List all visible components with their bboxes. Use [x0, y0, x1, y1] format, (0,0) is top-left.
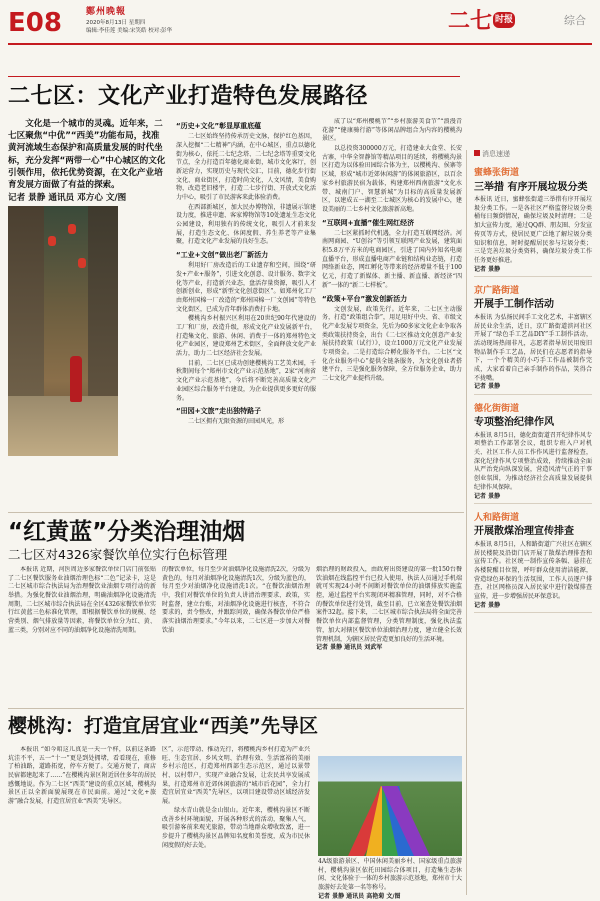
masthead-rule	[8, 43, 592, 45]
paragraph: 成了以“郑州樱桃节”“乡村旅游美食节”“浪漫青花游”“健康骑行游”等体闲品牌组合为内容的樱桃沟景区。	[322, 118, 462, 143]
headline-rule	[8, 76, 460, 77]
square-icon	[474, 150, 480, 156]
subheading: “政策+平台”激发创新活力	[322, 294, 408, 303]
brief-title: 开展手工制作活动	[474, 299, 554, 311]
paragraph: 目前，二七区已成功创建樱桃沟工艺美术园，千秋期间每个“郑州市文化产业示范基地”，2家“河南省文化产业示范基地”，今后将不断完善高质量文化产业园区综合服务平台建设，为企业提供更多更好的服务。	[176, 359, 316, 402]
brief-body: 本报讯 近日，蜜蜂张街道三举措有序开展垃圾分类工作。一是各社区严格监督垃圾分类桶每日频倒情况，确保垃圾及时清理；二是加大宣传力度，通过QQ群、朋友圈、分发宣传页等方式，使居民更广泛地了解垃圾分类知识和信息，时时提醒居民参与垃圾分类；三是完善垃圾分类资料，确保垃圾分类工作任务更好推进。	[474, 196, 592, 264]
brief-byline: 记者 景静	[474, 383, 501, 391]
subheading: “历史+文化”彰显厚重底蕴	[176, 122, 262, 130]
lead-headline: 二七区：文化产业打造特色发展路径	[8, 84, 369, 109]
issue-date: 2020年8月13日 星期四	[86, 20, 146, 26]
paragraph: 文创发展，政策先行。近年来，二七区主动服务，打造“政策组合拳”，用足用好中央、省、市级文化产业发展专项资金，先后为60多家文化企业争取各类政策扶持资金，出台《二七区推动文化创意产业发展扶持政策（试行）》，设立1000万元文化产业发展专项资金。二是打造综合孵化服务平台。二七区“文化企业服务中心”提供全链条服务，为文化创业者搭建平台，三是强化服务保障，全方位服务企业，助力二七文化产业提档升级。	[322, 305, 462, 383]
staff-credits: 编辑:李佳莲 美编:宋笑皓 校对:彭华	[86, 28, 173, 34]
story2-text-3: 烟治理的财政投入，由政府出资建设的第一批150台餐饮油烟在线监控平台已投入使用，执法人员通过手机端就可实现24小时不间断对餐饮单位的油烟排放实施监控，通过监控平台实现闭环精准管理，同时，对不合格的餐饮单位进行处罚，截至目前，已立案查处餐饮油烟案件32起。接下来，二七区城市综合执法局将全面完善餐饮单位内部监督管理，分类管理制度，强化执法监管，加大对辖区餐饮单位油烟治理力度，建立健全长效管理机制，为辖区居民营造更加良好的生活环境。	[316, 566, 462, 643]
subheading: “工业+文创”做出老厂新活力	[176, 251, 269, 260]
paragraph: 樱桃沟乡村振兴区利用在20世纪90年代建设的工厂和厂房，改造升级，形成文化产业发展新平台，打造集文化、旅游、休闲、消费于一体的郑州特色文化产业园区，建设郑州艺术街区，全面释放文化产业活力，助力二七区经济社会发展。	[176, 315, 316, 358]
lead-intro	[8, 118, 168, 204]
masthead	[8, 4, 592, 42]
lead-column-2	[176, 118, 316, 514]
subheading: “互联网+直播”催生网红经济	[322, 218, 415, 227]
lantern-icon	[78, 258, 86, 268]
story2-byline: 记者 景静 通讯员 刘武军	[316, 644, 383, 652]
story3-column-1	[8, 746, 156, 896]
story2-headline: “红黄蓝”分类治理油烟	[8, 519, 246, 545]
paragraph: 在西部新城区，加大民办博物馆，非遗展示馆建设力度，推进申遗、客家博物馆等10处遗址生态文化公园建设，利用独有的传统文化，吸引人才前来发展，打造生态文化、休闲度假、养生养老等产业集聚，打造文化产业发展的良好生态。	[176, 203, 316, 246]
news-brief-item	[474, 403, 592, 504]
paper-logo: 鄭州晚報	[86, 7, 127, 17]
paragraph: 二七区拥有无限资源的田园风光，形	[188, 418, 285, 426]
subheading: “田园+文旅”走出独特路子	[176, 407, 262, 416]
lead-byline: 记者 景静 通讯员 邓方心 文/图	[8, 193, 127, 204]
page-number: E08	[8, 8, 62, 38]
brand-badge: 时报	[493, 12, 515, 28]
brief-kicker: 德化街街道	[474, 404, 520, 415]
road-photo	[318, 756, 462, 856]
caption-text: 4A级旅游景区、中国休闲美丽乡村、国家级重点旅游村，樱桃沟景区依托田园综合体项目，打造集生态休闲、文化体验于一体的乡村旅游示范基地，郑州市十大旅游好去处第一名等称号。	[318, 858, 463, 892]
news-brief-item	[474, 285, 592, 395]
news-brief-item	[474, 512, 592, 613]
paragraph: 以总投资300000万元，打造建业大食堂、长安古寨，中华全智静馆等精品项目的延续，将樱桃沟景区打造为以体验田园综合体为主，以樱桃沟、侯寨等区域，形成“城市近郊休闲游”的体闲旅游区，以百余家乡村旅游民宿为载体，构建郑州西南旅游“文化水带、城南门户、智慧新城”为目标的高质量发展新区，以建成五一湖至二七城区为核心的发展中心，建设美丽的二七乡村文化旅游新高地。	[322, 145, 462, 213]
brief-title: 开展散煤治理宣传排查	[474, 526, 574, 538]
story2-column-3	[316, 566, 462, 706]
brief-divider	[474, 276, 592, 277]
brief-divider	[474, 612, 592, 613]
lead-intro-text: 文化是一个城市的灵魂。近年来，二七区聚焦“中优”“西美”功能布局，找准黄河流域生态保护和高质量发展的时代坐标，充分发挥“两带一心”中心城区的文化引领作用，依托优势资源，在文化产业培育发展方面做了有益的探索。	[8, 119, 166, 191]
story3-byline: 记者 景静 通讯员 高艳菊 文/图	[318, 892, 401, 900]
story2-subhead: 二七区对4326家餐饮单位实行色标管理	[8, 547, 228, 562]
column-divider	[466, 150, 467, 895]
lantern-icon	[68, 224, 76, 234]
story2-column-2	[162, 566, 310, 706]
brief-kicker: 人和路街道	[474, 513, 520, 524]
photo-ground	[8, 396, 118, 456]
story2-column-1	[8, 566, 156, 706]
lantern-icon	[48, 236, 56, 246]
street-photo	[8, 206, 118, 456]
story3-text-1: 本报讯 “如今咱这儿真是一天一个样，以前这条路坑洼不平，五一“十一”更是到处拥堵，看看现在，重修了柏油路，道路拓宽，停车方便了。交通方便了，商店民宿都建起来了……”在樱桃沟景区附近居住多年的居民感慨地说。作为二七区“西美”建设的重点区域，樱桃沟景区正以全新面貌展现在市民面前。通过“文化+旅游”融合发展，打造宜居宜业“西美”先导区。	[8, 746, 156, 806]
story2-text-1: 本报讯 近期，河医周边多家餐饮单位门店门前张贴了二七区餐饮服务业油烟治理色标“二色”记录卡，这是二七区城市综合执法局为治理餐饮业油烟专项行动的新举措。为强化餐饮业油烟治理，明确油烟净化设施清洗周期，二七区城市综合执法局在全区4326家餐饮单位实行红黄蓝三色标准化管理，即根据餐饮单位的规模、经营类别、烟气排放量等因素，将餐饮单位分为红、黄、蓝三类，分别对应不同的油烟净化设施清洗周期。	[8, 566, 156, 634]
paragraph: 二七区紧抓时代机遇，全力打造互联网经济。河南网商园、“U创谷”等引领互联网产业发展，建筑面积5.8万平方米的电商园区，引进了国内外知名电商直播平台，形成直播电商产业链和结构业态链，打造网络新业态，网红孵化等带来的经济增量不低于100亿元，打造了新媒体、新主播、新直播、新经济“四新”一体的“新二七样板”。	[322, 229, 462, 289]
brief-body: 本报讯 8月5日，德化街街道召开纪律作风专项整治工作部署会议，组织专班入户对机关、社区工作人员工作作风进行监督检查，深化纪律作风专项整治成效，持续推动全面从严治党向纵深发展，营造风清气正的干事创业氛围，为推动经济社会高质量发展提供纪律作风保障。	[474, 431, 592, 491]
sidebar-header	[474, 150, 592, 159]
paragraph: 利用好厂房改造后的工业遗存和空间，围绕“研发+产业+服务”，引进文化创意、设计服务、数字文化等产业，打造新兴业态，盘活存量资源，吸引人才创新创业，形成“新型文化创意街区”。如郑州化工厂由郑州国棉一厂改造的“郑州国棉一厂文创园”等特色文化街区，已成为青年群体消费打卡地。	[176, 262, 316, 313]
story3-text-2: 区”，示范带动、推动先行，将樱桃沟乡村打造为产业兴旺、生态宜居、乡风文明、治理有效、生活富裕的美丽乡村示范区，打造郑州西部生态示范区，通过以景带村、以村带户，实现产业融合发展，让农民共享发展成果，打造郑州市近郊休闲旅游的“城市后花园”，全力打造宜居宜业“西美”先导区，以项目建设带动区域经济发展。	[162, 746, 310, 806]
news-brief-item	[474, 167, 592, 277]
story2-text-2: 的餐饮单位，每月至少对油烟净化设施清洗2次，分级为黄色的，每月对油烟净化设施清洗1次，分级为蓝色的，每月至少对油烟净化设施清洗1次。“在餐饮油烟治理中，我们对餐饮单位的负责人讲清治理要求、政策，实时监督，建立台账，对油烟净化设施进行核查，不符合要求的，责令整改，并跟踪问效，确保各餐饮单位严格落实油烟治理要求。”今年以来，二七区进一步加大对餐饮油	[162, 566, 310, 634]
section-divider	[8, 512, 464, 513]
brief-body: 本报讯 为弘扬民间手工文化艺术，丰富辖区居民业余生活，近日，京广路街道滨河社区开展了“绿色手工艺品DIY”手工制作活动，活动现场热闹非凡，志愿者指导居民用废旧物品制作手工艺品，居民们在志愿者的指导下，一个个精美的小巧手工作品被制作完成，大家看着自己亲手制作的作品，笑得合不拢嘴。	[474, 313, 592, 382]
section-divider	[8, 708, 464, 709]
brief-byline: 记者 景静	[474, 601, 501, 609]
brief-title: 三举措 有序开展垃圾分类	[474, 181, 588, 193]
brief-title: 专项整治纪律作风	[474, 417, 554, 429]
brand-text: 二七	[448, 9, 493, 34]
brief-body: 本报讯 8月5日，人和路街道广兴社区在辖区居民楼院及沿街门店开展了散煤治理排查和宣传工作。社区统一制作宣传条幅、悬挂在各楼院醒目位置，呼吁群众使用清洁能源，营造绿色环保的生活氛围，工作人员逐户排查，社区网格员深入居民家中进行散煤排查宣传，进一步增强居民环保意识。	[474, 540, 592, 600]
sidebar-header-label: 消息速递	[482, 150, 510, 158]
photo-person	[70, 356, 82, 402]
brief-kicker: 蜜蜂张街道	[474, 168, 520, 179]
brief-divider	[474, 394, 592, 395]
paragraph: 二七区始终坚持传承历史文脉，保护红色基因，深入挖掘“二七精神”内涵，在中心城区，重点以德化街为核心，依托二七纪念塔、二七纪念塔等重要文化节点，全力打造百年德化商业街，城市文化客厅，创新运营力，实现历史与现代交汇，目前，德化步行街文化、商业街区，打造时尚文化，人文风情，美食购物，改造老旧楼宇，打造二七步行街、开放式文化活力中心，吸引了市民游客来此体验消费。	[176, 133, 316, 201]
brief-kicker: 京广路街道	[474, 286, 520, 297]
story3-text-3: 绿水青山就是金山银山。近年来，樱桃沟景区不断改善乡村环境面貌，开展各种形式的活动，聚集人气，吸引游客前来观光旅游，带动当地群众增收致富，进一步提升了樱桃沟景区品牌知名度和美誉度，成为市民休闲度假的好去处。	[162, 806, 310, 849]
brief-byline: 记者 景静	[474, 265, 501, 273]
lead-column-3	[322, 118, 462, 514]
section-tag: 综合	[564, 14, 586, 27]
brief-divider	[474, 503, 592, 504]
photo-caption	[318, 858, 462, 901]
section-brand	[448, 7, 516, 37]
story3-column-2	[162, 746, 310, 896]
news-brief-sidebar	[474, 150, 592, 621]
story3-headline: 樱桃沟：打造宜居宜业“西美”先导区	[8, 715, 318, 737]
sidebar-items	[474, 167, 592, 613]
brief-byline: 记者 景静	[474, 492, 501, 500]
